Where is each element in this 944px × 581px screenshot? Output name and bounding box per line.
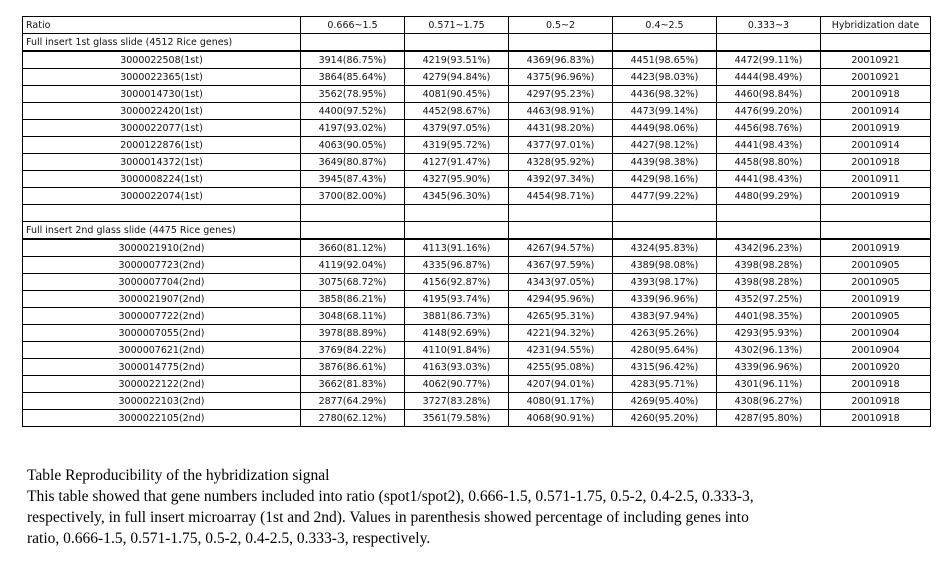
date-cell: 20010920: [821, 359, 931, 376]
gene-count-cell: 4401(98.35%): [717, 308, 821, 325]
gene-count-cell: 4302(96.13%): [717, 342, 821, 359]
table-row: [23, 51, 931, 69]
table-row: [23, 291, 931, 308]
gene-count-cell: 4267(94.57%): [509, 239, 613, 257]
table-row: [23, 410, 931, 427]
gene-count-cell: 4480(99.29%): [717, 188, 821, 205]
sample-id-cell: 3000007704(2nd): [23, 274, 301, 291]
gene-count-cell: 4081(90.45%): [405, 86, 509, 103]
gene-count-cell: 4293(95.93%): [717, 325, 821, 342]
gene-count-cell: 4375(96.96%): [509, 69, 613, 86]
gene-count-cell: 4441(98.43%): [717, 137, 821, 154]
table-row: [23, 69, 931, 86]
gene-count-cell: 3978(88.89%): [301, 325, 405, 342]
gene-count-cell: 4207(94.01%): [509, 376, 613, 393]
gene-count-cell: 4377(97.01%): [509, 137, 613, 154]
sample-id-cell: 3000007055(2nd): [23, 325, 301, 342]
gene-count-cell: 3727(83.28%): [405, 393, 509, 410]
gene-count-cell: 3876(86.61%): [301, 359, 405, 376]
sample-id-cell: 3000022077(1st): [23, 120, 301, 137]
header-ratio-0571-175: 0.571~1.75: [405, 17, 509, 34]
sample-id-cell: 3000014775(2nd): [23, 359, 301, 376]
gene-count-cell: 3769(84.22%): [301, 342, 405, 359]
empty-cell: [509, 222, 613, 240]
sample-id-cell: 3000007723(2nd): [23, 257, 301, 274]
spacer-row: [23, 205, 931, 222]
gene-count-cell: 4283(95.71%): [613, 376, 717, 393]
sample-id-cell: 3000021907(2nd): [23, 291, 301, 308]
header-ratio-0666-15: 0.666~1.5: [301, 17, 405, 34]
gene-count-cell: 4119(92.04%): [301, 257, 405, 274]
gene-count-cell: 4339(96.96%): [613, 291, 717, 308]
gene-count-cell: 4263(95.26%): [613, 325, 717, 342]
group-title: Full insert 1st glass slide (4512 Rice genes): [23, 34, 301, 52]
empty-cell: [509, 34, 613, 52]
table-row: [23, 274, 931, 291]
gene-count-cell: 4342(96.23%): [717, 239, 821, 257]
gene-count-cell: 3075(68.72%): [301, 274, 405, 291]
gene-count-cell: 4383(97.94%): [613, 308, 717, 325]
gene-count-cell: 3561(79.58%): [405, 410, 509, 427]
gene-count-cell: 4449(98.06%): [613, 120, 717, 137]
gene-count-cell: 3649(80.87%): [301, 154, 405, 171]
gene-count-cell: 4255(95.08%): [509, 359, 613, 376]
gene-count-cell: 4369(96.83%): [509, 51, 613, 69]
table-caption: [27, 465, 927, 549]
date-cell: 20010921: [821, 51, 931, 69]
empty-cell: [821, 205, 931, 222]
gene-count-cell: 4231(94.55%): [509, 342, 613, 359]
date-cell: 20010919: [821, 120, 931, 137]
gene-count-cell: 4127(91.47%): [405, 154, 509, 171]
sample-id-cell: 3000014730(1st): [23, 86, 301, 103]
sample-id-cell: 3000022122(2nd): [23, 376, 301, 393]
date-cell: 20010914: [821, 103, 931, 120]
gene-count-cell: 4427(98.12%): [613, 137, 717, 154]
gene-count-cell: 4339(96.96%): [717, 359, 821, 376]
date-cell: 20010914: [821, 137, 931, 154]
gene-count-cell: 4265(95.31%): [509, 308, 613, 325]
date-cell: 20010918: [821, 410, 931, 427]
gene-count-cell: 4393(98.17%): [613, 274, 717, 291]
date-cell: 20010918: [821, 154, 931, 171]
table-row: [23, 120, 931, 137]
gene-count-cell: 3700(82.00%): [301, 188, 405, 205]
gene-count-cell: 4452(98.67%): [405, 103, 509, 120]
date-cell: 20010918: [821, 393, 931, 410]
date-cell: 20010918: [821, 376, 931, 393]
gene-count-cell: 4367(97.59%): [509, 257, 613, 274]
gene-count-cell: 4335(96.87%): [405, 257, 509, 274]
gene-count-cell: 4441(98.43%): [717, 171, 821, 188]
header-ratio-04-25: 0.4~2.5: [613, 17, 717, 34]
date-cell: 20010919: [821, 188, 931, 205]
header-hybridization-date: Hybridization date: [821, 17, 931, 34]
caption-line: respectively, in full insert microarray (1st and 2nd). Values in parenthesis showed percentage of including genes into: [27, 509, 749, 526]
empty-cell: [23, 205, 301, 222]
gene-count-cell: 4163(93.03%): [405, 359, 509, 376]
gene-count-cell: 3662(81.83%): [301, 376, 405, 393]
gene-count-cell: 4156(92.87%): [405, 274, 509, 291]
empty-cell: [821, 222, 931, 240]
table-row: [23, 376, 931, 393]
date-cell: 20010918: [821, 86, 931, 103]
gene-count-cell: 4352(97.25%): [717, 291, 821, 308]
gene-count-cell: 4476(99.20%): [717, 103, 821, 120]
reproducibility-table: [22, 16, 931, 427]
gene-count-cell: 2780(62.12%): [301, 410, 405, 427]
empty-cell: [613, 205, 717, 222]
gene-count-cell: 4319(95.72%): [405, 137, 509, 154]
gene-count-cell: 3881(86.73%): [405, 308, 509, 325]
gene-count-cell: 4477(99.22%): [613, 188, 717, 205]
empty-cell: [405, 34, 509, 52]
date-cell: 20010904: [821, 342, 931, 359]
gene-count-cell: 4451(98.65%): [613, 51, 717, 69]
gene-count-cell: 4068(90.91%): [509, 410, 613, 427]
gene-count-cell: 4454(98.71%): [509, 188, 613, 205]
gene-count-cell: 4315(96.42%): [613, 359, 717, 376]
date-cell: 20010919: [821, 239, 931, 257]
gene-count-cell: 4431(98.20%): [509, 120, 613, 137]
gene-count-cell: 4473(99.14%): [613, 103, 717, 120]
date-cell: 20010919: [821, 291, 931, 308]
table-row: [23, 154, 931, 171]
empty-cell: [717, 34, 821, 52]
gene-count-cell: 4472(99.11%): [717, 51, 821, 69]
table-row: [23, 86, 931, 103]
table-body: [23, 17, 931, 427]
caption-title: Table Reproducibility of the hybridization signal: [27, 467, 330, 484]
empty-cell: [405, 205, 509, 222]
gene-count-cell: 4063(90.05%): [301, 137, 405, 154]
sample-id-cell: 3000007621(2nd): [23, 342, 301, 359]
date-cell: 20010905: [821, 257, 931, 274]
gene-count-cell: 4345(96.30%): [405, 188, 509, 205]
empty-cell: [301, 222, 405, 240]
caption-line: This table showed that gene numbers included into ratio (spot1/spot2), 0.666-1.5, 0.571-1.75, 0.5-2, 0.4-2.5, 0.333-3,: [27, 488, 754, 505]
gene-count-cell: 4456(98.76%): [717, 120, 821, 137]
gene-count-cell: 4279(94.84%): [405, 69, 509, 86]
empty-cell: [613, 222, 717, 240]
table-row: [23, 393, 931, 410]
gene-count-cell: 4324(95.83%): [613, 239, 717, 257]
sample-id-cell: 3000007722(2nd): [23, 308, 301, 325]
gene-count-cell: 4392(97.34%): [509, 171, 613, 188]
table-row: [23, 188, 931, 205]
gene-count-cell: 4398(98.28%): [717, 257, 821, 274]
sample-id-cell: 3000022508(1st): [23, 51, 301, 69]
header-ratio-0333-3: 0.333~3: [717, 17, 821, 34]
gene-count-cell: 4113(91.16%): [405, 239, 509, 257]
gene-count-cell: 4260(95.20%): [613, 410, 717, 427]
gene-count-cell: 3945(87.43%): [301, 171, 405, 188]
empty-cell: [821, 34, 931, 52]
header-ratio-05-2: 0.5~2: [509, 17, 613, 34]
gene-count-cell: 4221(94.32%): [509, 325, 613, 342]
empty-cell: [301, 205, 405, 222]
gene-count-cell: 4301(96.11%): [717, 376, 821, 393]
gene-count-cell: 4398(98.28%): [717, 274, 821, 291]
table-row: [23, 103, 931, 120]
gene-count-cell: 3562(78.95%): [301, 86, 405, 103]
gene-count-cell: 4294(95.96%): [509, 291, 613, 308]
gene-count-cell: 4219(93.51%): [405, 51, 509, 69]
table-row: [23, 325, 931, 342]
gene-count-cell: 4280(95.64%): [613, 342, 717, 359]
empty-cell: [405, 222, 509, 240]
table-row: [23, 308, 931, 325]
gene-count-cell: 4110(91.84%): [405, 342, 509, 359]
group-title-row: [23, 222, 931, 240]
gene-count-cell: 3048(68.11%): [301, 308, 405, 325]
gene-count-cell: 4080(91.17%): [509, 393, 613, 410]
sample-id-cell: 3000022105(2nd): [23, 410, 301, 427]
gene-count-cell: 4328(95.92%): [509, 154, 613, 171]
gene-count-cell: 3914(86.75%): [301, 51, 405, 69]
empty-cell: [509, 205, 613, 222]
gene-count-cell: 4439(98.38%): [613, 154, 717, 171]
gene-count-cell: 4197(93.02%): [301, 120, 405, 137]
reproducibility-table-container: [22, 16, 931, 427]
gene-count-cell: 4327(95.90%): [405, 171, 509, 188]
gene-count-cell: 4429(98.16%): [613, 171, 717, 188]
sample-id-cell: 3000022365(1st): [23, 69, 301, 86]
empty-cell: [301, 34, 405, 52]
gene-count-cell: 4062(90.77%): [405, 376, 509, 393]
gene-count-cell: 4195(93.74%): [405, 291, 509, 308]
table-row: [23, 171, 931, 188]
gene-count-cell: 4436(98.32%): [613, 86, 717, 103]
gene-count-cell: 4389(98.08%): [613, 257, 717, 274]
gene-count-cell: 2877(64.29%): [301, 393, 405, 410]
empty-cell: [717, 222, 821, 240]
gene-count-cell: 4460(98.84%): [717, 86, 821, 103]
table-row: [23, 137, 931, 154]
gene-count-cell: 4148(92.69%): [405, 325, 509, 342]
gene-count-cell: 4444(98.49%): [717, 69, 821, 86]
gene-count-cell: 4423(98.03%): [613, 69, 717, 86]
sample-id-cell: 3000022420(1st): [23, 103, 301, 120]
gene-count-cell: 4463(98.91%): [509, 103, 613, 120]
table-row: [23, 342, 931, 359]
date-cell: 20010904: [821, 325, 931, 342]
sample-id-cell: 2000122876(1st): [23, 137, 301, 154]
empty-cell: [717, 205, 821, 222]
sample-id-cell: 3000014372(1st): [23, 154, 301, 171]
table-header-row: [23, 17, 931, 34]
gene-count-cell: 4343(97.05%): [509, 274, 613, 291]
date-cell: 20010905: [821, 274, 931, 291]
gene-count-cell: 4308(96.27%): [717, 393, 821, 410]
gene-count-cell: 4287(95.80%): [717, 410, 821, 427]
date-cell: 20010905: [821, 308, 931, 325]
empty-cell: [613, 34, 717, 52]
gene-count-cell: 4269(95.40%): [613, 393, 717, 410]
gene-count-cell: 4379(97.05%): [405, 120, 509, 137]
gene-count-cell: 3864(85.64%): [301, 69, 405, 86]
group-title-row: [23, 34, 931, 52]
date-cell: 20010921: [821, 69, 931, 86]
gene-count-cell: 4458(98.80%): [717, 154, 821, 171]
caption-line: ratio, 0.666-1.5, 0.571-1.75, 0.5-2, 0.4-2.5, 0.333-3, respectively.: [27, 530, 431, 547]
gene-count-cell: 3858(86.21%): [301, 291, 405, 308]
group-title: Full insert 2nd glass slide (4475 Rice genes): [23, 222, 301, 240]
date-cell: 20010911: [821, 171, 931, 188]
gene-count-cell: 3660(81.12%): [301, 239, 405, 257]
table-row: [23, 239, 931, 257]
sample-id-cell: 3000021910(2nd): [23, 239, 301, 257]
gene-count-cell: 4297(95.23%): [509, 86, 613, 103]
sample-id-cell: 3000008224(1st): [23, 171, 301, 188]
sample-id-cell: 3000022103(2nd): [23, 393, 301, 410]
table-row: [23, 359, 931, 376]
header-ratio: Ratio: [23, 17, 301, 34]
table-row: [23, 257, 931, 274]
gene-count-cell: 4400(97.52%): [301, 103, 405, 120]
sample-id-cell: 3000022074(1st): [23, 188, 301, 205]
